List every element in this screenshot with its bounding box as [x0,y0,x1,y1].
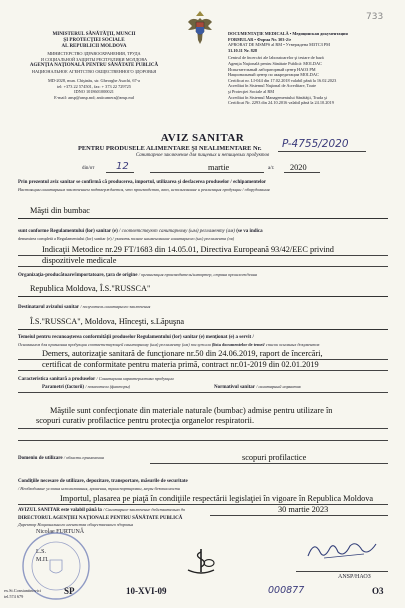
agency-abbreviation: ANSP/НАОЗ [338,574,371,580]
lab-line-5: Certificat nr. LI-044 din 17.02.2018 valabil până la 16.02.2023 [228,77,337,83]
agency-address: MD-2028, mun. Chişinău, str. Gheorghe Asachi, 67-a [48,78,140,83]
regulation-hint: (se va indica [236,229,263,234]
agency-contacts [14,78,174,100]
lab-line-7: şi Protecţiei Sociale al RM [228,88,275,94]
producer-label [18,272,398,279]
form-approval-number: 31.10.11 Nr. 828 [228,47,258,53]
regulation-value-1: Indicaţii Metodice nr.29 FT/1683 din 14.05.01, Directiva Europeană 93/42/EEC privind [42,245,334,254]
document-subtitle: PENTRU PRODUSELE ALIMENTARE ŞI NEALIMENTARE Nr. [78,145,262,152]
serial-number: 000877 [268,585,305,596]
conditions-value: Importul, plasarea pe piaţă în condiţiile respectării legislaţiei în vigoare în Republica Moldova [60,494,374,503]
lab-line-8: Acreditat în Sistemul Managementului Sănătăţii, Truda şi [228,94,327,100]
column-parameters-ru: / показатели (факторы) [85,384,131,389]
validity-month: martie [288,505,310,514]
date-year: 2020 [290,163,307,172]
domain-label-ru: / область применения [63,455,104,460]
caduceus-logo-icon [184,546,218,576]
conditions-label: Condiţiile necesare de utilizare, depozitare, transportare, măsurile de securitate [18,479,188,484]
recipient-label [18,304,398,311]
domain-label-ro: Domeniu de utilizare [18,456,63,461]
lab-line-1: Centrul de încercări ale laboratoarelor şi testare de bază [228,55,324,61]
regulation-hint-ro: denumirea completă a Regulamentului (lor) sanitar (e) [18,236,112,241]
director-name: Nicolae FURTUNĂ [36,529,85,535]
basis-value-2: certificat de conformitate pentru materia primă, contract nr.01-2019 din 02.01.2019 [42,360,319,369]
agency-name: AGENŢIA NAŢIONALĂ PENTRU SĂNĂTATE PUBLICĂ [29,63,159,68]
ministry-header [14,32,174,51]
corner-page-mark: 733 [366,12,384,22]
regulation-hint-2 [18,236,398,242]
column-norm-ru: / санитарный норматив [256,384,301,389]
lab-line-2: Agenţia Naţională pentru Sănătate Publică: MOLDAC [228,60,322,66]
basis-label-ru-line [18,342,403,348]
validity-label-ru: / Санитарное заключение действительно до [103,507,186,512]
agency-phone: tel: +373 22 574501, fax: + 373 22 729725 [57,83,131,89]
characteristics-value-2: scopuri curativ profilactice pentru protecţia organelor respiratorii. [36,416,255,425]
confirm-text: Prin prezentul aviz sanitar se confirmă că producerea, importul, utilizarea şi desfacerea produselor / echipamentelor [18,180,267,185]
form-info [228,31,400,106]
regulation-label-ru: / соответствуют санитарному (ым) регламенту (ам) [119,229,235,234]
date-month: martie [208,163,230,172]
characteristics-label-ru: / Санитарная характеристика продукции [96,376,174,381]
form-doc-type: DOCUMENTAŢIE MEDICALĂ • Медицинская документация [228,31,348,36]
date-year-prefix: a/г. [268,166,275,171]
producer-label-ro: Organizaţia-producătoare/importatoare, ţara de origine [18,273,138,278]
recipient-label-ru: / получатель санитарного заключения [80,304,151,309]
document-title: AVIZ SANITAR [160,132,245,144]
validity-label [18,507,185,514]
product-name: Măşti din bumbac [30,206,90,215]
domain-label [18,455,104,462]
characteristics-label-ro: Caracteristica sanitară a produselor [18,377,96,382]
executor-info [4,588,41,600]
ministry-line-2: ŞI PROTECŢIEI SOCIALE [63,38,125,44]
aviz-number: P-4755/2020 [282,138,349,150]
validity-date [278,505,328,515]
agency-email: E-mail: ansp@ansp.md; anticamera@ansp.md [54,94,134,100]
lab-line-9: Certificat Nr. 2293 din 24.10.2016 valabil până la 24.10.2019 [228,100,334,106]
coat-of-arms-icon [186,8,214,48]
director-title-ru: Директор Национального агентства общественного здоровья [18,522,133,527]
characteristics-value-1: Măştile sunt confecţionate din materiale naturale (bumbac) admise pentru utilizare în [50,406,333,415]
producer-label-ru: / организация производитель/импортер, страна происхождения [138,272,257,277]
date-prefix: din/от [82,166,95,171]
ministry-line-5: И СОЦИАЛЬНОЙ ЗАЩИТЫ РЕСПУБЛИКИ МОЛДОВА [40,56,148,62]
regulation-label-ro: sunt conforme Regulamentului (lor) sanitar (e) [18,229,118,234]
basis-value-1: Demers, autorizaţie sanitară de funcţionare nr.50 din 24.06.2019, raport de încercări, [42,349,323,358]
basis-hint: (lista documentelor de temei/ [211,342,265,347]
agency-idno: IDNO 1018601000021 [74,89,114,95]
regulation-label [18,229,398,235]
regulation-hint-ru: / указать полное наименование санитарного (ых) регламента (ов) [112,236,235,241]
confirm-text-ru: Настоящим санитарным заключением подтверждается, что производство, ввоз, использование и реализация продукции / оборудования [18,187,270,192]
lab-line-4: Национальный центр по аккредитации MOLDAC [228,72,319,78]
director-signature [304,536,380,564]
ministry-line-1: MINISTERUL SĂNĂTĂŢII, MUNCII [52,32,136,37]
recipient-value: Î.S."RUSSCA", Moldova, Hînceşti, s.Lăpuşna [30,317,185,326]
validity-label-ro: AVIZUL SANITAR este valabil până la [18,508,102,513]
basis-label-ru: Основанием для признания продукции соответствующей санитарному (ым) регламенту (ам) послужили [18,342,211,347]
stamp-mp: М.П. [36,557,49,563]
form-code: O3 [372,586,384,596]
form-number: FORMULAR • Форма Nr. 303-2/e [228,36,292,42]
lab-line-6: Acreditat în Sistemul Naţional de Acreditare, Toate [228,83,317,89]
conditions-label-ru: / Необходимые условия использования, хранения, транспортировки, меры безопасности [18,486,180,491]
agency-name-ru: НАЦИОНАЛЬНОЕ АГЕНТСТВО ОБЩЕСТВЕННОГО ЗДОРОВЬЯ [31,69,157,74]
document-subtitle-ru: Санитарное заключение для пищевых и непищевых продуктов [135,153,270,158]
executor-name: ex.St.Constantinovici [4,588,41,593]
recipient-label-ro: Destinatarul avizului sanitar [18,305,80,310]
column-parameters: Parametri (factorii) [42,385,85,390]
stamp-placeholder [36,548,49,564]
basis-hint-ru: список основных документов [265,342,320,347]
director-title: DIRECTORUL AGENŢIEI NAŢIONALE PENTRU SĂNĂTATE PUBLICĂ [18,516,183,521]
lab-line-3: Испытательный лабораторный центр НАОЗ РМ [228,66,316,72]
characteristics-label [18,376,398,383]
characteristics-column-norm [214,384,301,391]
regulation-value-2: dispozitivele medicale [42,256,117,265]
domain-value: scopuri profilactice [242,453,307,462]
validity-year: 2023 [311,505,329,514]
ministry-line-3: AL REPUBLICII MOLDOVA [61,44,127,50]
date-day: 12 [116,161,129,172]
series-number: 10-XVI-09 [126,586,167,596]
column-norm: Normativul sanitar [214,385,255,390]
stamp-ls: L.S. [36,549,47,555]
ministry-header-ru [14,51,174,62]
form-approval: APROBAT DE MSMPS al RM • Утверждена МЗТСЗ РМ [228,42,331,48]
validity-day: 30 [278,505,287,514]
producer-value: Republica Moldova, Î.S."RUSSCA" [30,284,151,293]
basis-label: Temeiul pentru recunoaşterea conformităţii produselor Regulamentului (lor) sanitar (e) menţionat (e) a servit / [18,335,254,340]
ministry-line-4: МИНИСТЕРСТВО ЗДРАВООХРАНЕНИЯ, ТРУДА [47,51,141,56]
series-label: SP [64,586,75,596]
executor-phone: tel.574 679 [4,594,24,599]
characteristics-column-parameters [42,384,130,391]
